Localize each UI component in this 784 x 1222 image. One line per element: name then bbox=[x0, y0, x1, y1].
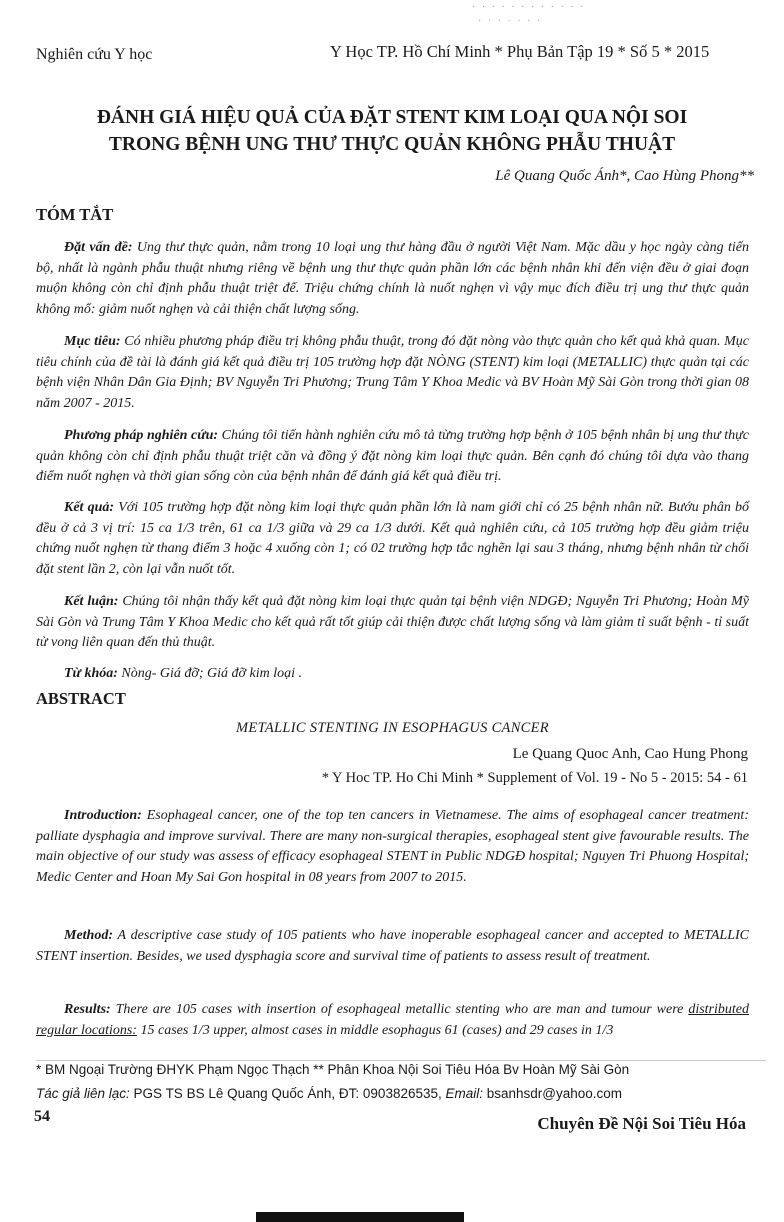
running-footer: Chuyên Đề Nội Soi Tiêu Hóa bbox=[537, 1114, 746, 1133]
summary-results bbox=[36, 498, 749, 580]
scan-artifact-mark: · · · · · · · · · · · · bbox=[472, 2, 586, 13]
running-header-left: Nghiên cứu Y học bbox=[36, 46, 153, 63]
summary-background bbox=[36, 238, 749, 320]
contact-text: PGS TS BS Lê Quang Quốc Ánh, ĐT: 0903826535, bbox=[129, 1086, 446, 1101]
summary-conclusion-lead: Kết luận: bbox=[64, 594, 119, 609]
summary-method-lead: Phương pháp nghiên cứu: bbox=[64, 428, 219, 443]
abstract-results-lead: Results: bbox=[64, 1002, 111, 1017]
page-number: 54 bbox=[34, 1108, 50, 1125]
scan-artifact-mark-2: · · · · · · · bbox=[478, 16, 543, 27]
abstract-title: METALLIC STENTING IN ESOPHAGUS CANCER bbox=[236, 720, 549, 736]
title-line-2: TRONG BỆNH UNG THƯ THỰC QUẢN KHÔNG PHẪU THUẬT bbox=[108, 134, 676, 155]
summary-heading: TÓM TẮT bbox=[36, 205, 114, 224]
summary-objective-lead: Mục tiêu: bbox=[64, 334, 121, 349]
abstract-method-lead: Method: bbox=[64, 928, 113, 943]
abstract-results bbox=[36, 1000, 749, 1041]
email-label: Email: bbox=[445, 1086, 484, 1101]
summary-background-text: Ung thư thực quản, nằm trong 10 loại ung thư hàng đầu ở người Việt Nam. Mặc dầu y học ngày càng tiến bộ, nhất là ngành phẫu thuật nhưng riêng về bệnh ung thư thực quản phần lớn các bệnh nhân khi đến viện đều ở giai đoạn muộn không còn chỉ định phẫu thuật triệt để. Triệu chứng chính là nuốt nghẹn vì vậy mục đích điều trị ung thư thực quản không mổ: giảm nuốt nghẹn và cải thiện chất lượng sống. bbox=[36, 240, 749, 317]
summary-results-text: Với 105 trường hợp đặt nòng kim loại thực quản phần lớn là nam giới chỉ có 25 bệnh nhân nữ. Bướu phân bố đều ở cả 3 vị trí: 15 ca 1/3 trên, 61 ca 1/3 giữa và 29 ca 1/3 dưới. Kết quả nghiên cứu, cả 105 trường hợp đều giảm triệu chứng nuốt nghẹn từ thang điểm 3 hoặc 4 xuống còn 1; có 02 trường hợp tắc nghẽn lại sau 3 tháng, nhưng bệnh nhân từ chối đặt stent lần 2, còn lại vẫn nuốt tốt. bbox=[36, 500, 750, 577]
running-header-right: Y Học TP. Hồ Chí Minh * Phụ Bản Tập 19 * Số 5 * 2015 bbox=[330, 42, 710, 61]
abstract-citation: * Y Hoc TP. Ho Chi Minh * Supplement of Vol. 19 - No 5 - 2015: 54 - 61 bbox=[321, 770, 748, 786]
summary-method-text: Chúng tôi tiến hành nghiên cứu mô tả từng trường hợp bệnh ở 105 bệnh nhân bị ung thư thực quản không còn chỉ định phẫu thuật triệt căn và đồng ý đặt nòng kim loại thực quản. Bên cạnh đó chúng tôi dựa vào thang điểm nuốt nghẹn và thời gian sống còn của bệnh nhân để đánh giá kết quả điều trị. bbox=[36, 428, 750, 485]
footnote-affiliations: * BM Ngoại Trường ĐHYK Phạm Ngọc Thạch ** Phân Khoa Nội Soi Tiêu Hóa Bv Hoàn Mỹ Sài Gòn bbox=[36, 1062, 630, 1077]
abstract-results-underlined: distributed regular locations: bbox=[36, 1002, 749, 1038]
abstract-method-text: A descriptive case study of 105 patients who have inoperable esophageal cancer and accepted to METALLIC STENT insertion. Besides, we used dysphagia score and survival time of patients to assess result of treatment. bbox=[36, 928, 749, 964]
abstract-heading: ABSTRACT bbox=[36, 689, 126, 708]
email-address: bsanhsdr@yahoo.com bbox=[483, 1086, 623, 1101]
summary-conclusion-text: Chúng tôi nhận thấy kết quả đặt nòng kim loại thực quản tại bệnh viện NDGĐ; Nguyễn Tri Phương; Hoàn Mỹ Sài Gòn và Trung Tâm Y Khoa Medic cho kết quả rất tốt giúp cải thiện được chất lượng sống và làm giảm tỉ suất bệnh - tỉ suất tử vong liên quan đến thủ thuật. bbox=[36, 594, 749, 651]
author-list-vn: Lê Quang Quốc Ánh*, Cao Hùng Phong** bbox=[495, 168, 754, 184]
summary-keywords-text: Nòng- Giá đỡ; Giá đỡ kim loại . bbox=[117, 666, 302, 681]
summary-objective bbox=[36, 332, 749, 414]
abstract-introduction-text: Esophageal cancer, one of the top ten cancers in Vietnamese. The aims of esophageal cancer treatment: palliate dysphagia and improve survival. There are many non-surgical therapies, esophageal stent give favourable results. The main objective of our study was assess of efficacy esophageal STENT in Public NDGĐ hospital; Nguyen Tri Phuong Hospital; Medic Center and Hoan My Sai Gon hospital in 08 years from 2007 to 2015. bbox=[36, 808, 749, 885]
paper-title bbox=[30, 104, 754, 158]
summary-method bbox=[36, 426, 749, 488]
summary-keywords-lead: Từ khóa: bbox=[64, 666, 118, 681]
summary-objective-text: Có nhiều phương pháp điều trị không phẫu thuật, trong đó đặt nòng vào thực quản cho kết quả khả quan. Mục tiêu chính của đề tài là đánh giá kết quả điều trị 105 trường hợp đặt NÒNG (STENT) kim loại (METALLIC) thực quản tại các bệnh viện Nhân Dân Gia Định; BV Nguyễn Tri Phương; Trung Tâm Y Khoa Medic và BV Hoàn Mỹ Sài Gòn trong thời gian 08 năm 2007 - 2015. bbox=[36, 334, 750, 411]
scan-edge-bar bbox=[256, 1212, 464, 1222]
abstract-introduction bbox=[36, 806, 749, 888]
summary-conclusion bbox=[36, 592, 749, 654]
contact-label: Tác giả liên lạc: bbox=[36, 1086, 130, 1101]
footnote-contact bbox=[36, 1086, 622, 1101]
abstract-authors: Le Quang Quoc Anh, Cao Hung Phong bbox=[512, 746, 748, 762]
abstract-results-text-a: There are 105 cases with insertion of esophageal metallic stenting who are man and tumour were bbox=[110, 1002, 689, 1017]
abstract-results-text-b: 15 cases 1/3 upper, almost cases in middle esophagus 61 (cases) and 29 cases in 1/3 bbox=[136, 1022, 614, 1038]
abstract-method bbox=[36, 926, 749, 967]
summary-keywords bbox=[36, 664, 749, 685]
summary-background-lead: Đặt vấn đề: bbox=[64, 240, 133, 255]
footnote-divider bbox=[36, 1060, 766, 1061]
title-line-1: ĐÁNH GIÁ HIỆU QUẢ CỦA ĐẶT STENT KIM LOẠI QUA NỘI SOI bbox=[96, 107, 688, 128]
abstract-introduction-lead: Introduction: bbox=[64, 808, 142, 823]
summary-results-lead: Kết quả: bbox=[64, 500, 115, 515]
